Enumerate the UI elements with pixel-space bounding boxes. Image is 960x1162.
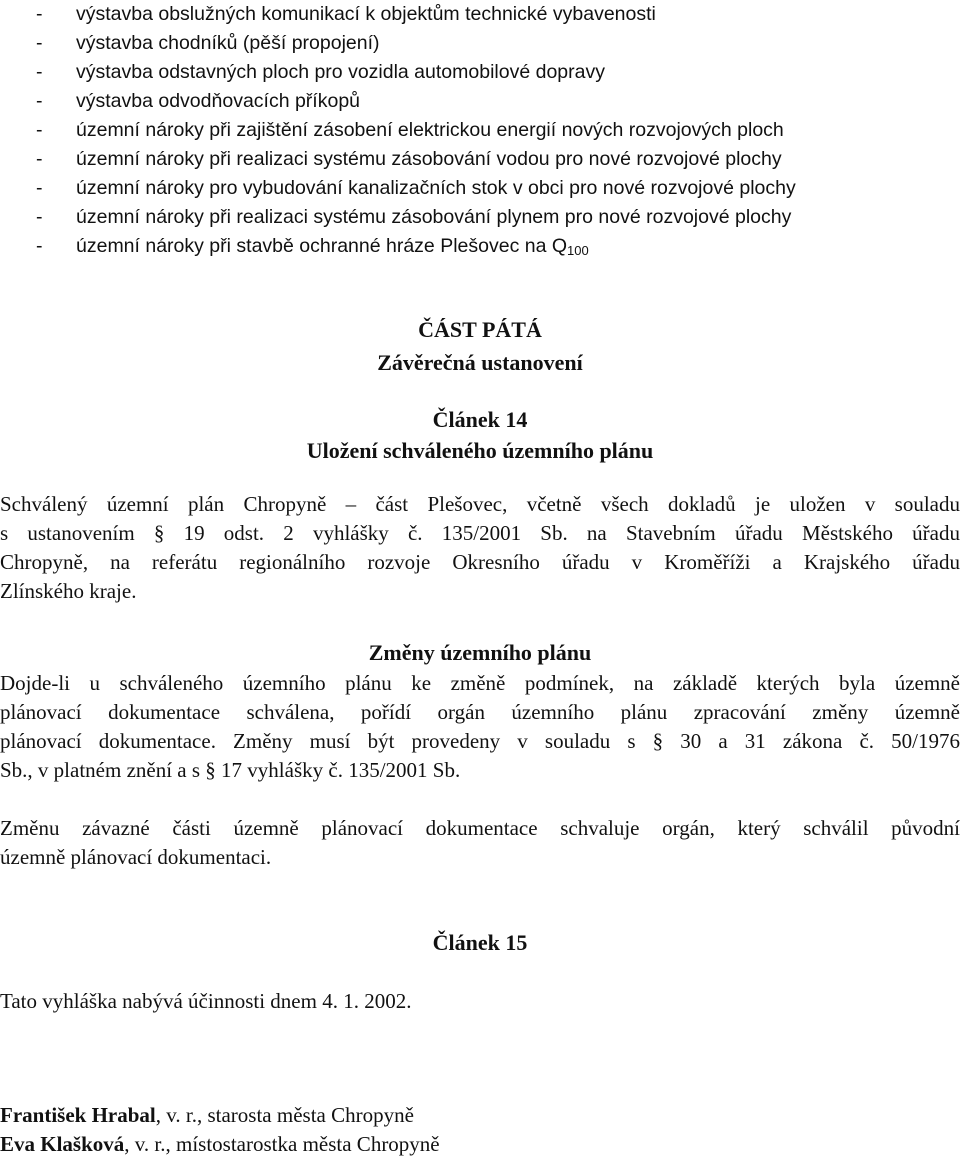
list-item xyxy=(5,29,955,58)
paragraph-line: Zlínského kraje. xyxy=(0,579,137,603)
list-item xyxy=(5,0,955,29)
list-item-text: územní nároky při realizaci systému zásobování plynem pro nové rozvojové plochy xyxy=(76,206,792,228)
signature-mayor xyxy=(0,1101,414,1130)
signatory-role: , v. r., místostarostka města Chropyně xyxy=(124,1132,440,1156)
infrastructure-list xyxy=(5,0,955,262)
paragraph-line: plánovací dokumentace schválena, pořídí orgán územního plánu zpracování změny územně xyxy=(0,700,960,724)
list-item xyxy=(5,203,955,232)
list-item xyxy=(5,58,955,87)
list-item xyxy=(5,145,955,174)
storage-paragraph xyxy=(0,490,960,606)
signatory-name: Eva Klašková xyxy=(0,1132,125,1156)
paragraph-line: územně plánovací dokumentaci. xyxy=(0,845,272,869)
list-dash: - xyxy=(36,148,43,170)
list-dash: - xyxy=(36,119,43,141)
changes-heading: Změny územního plánu xyxy=(368,640,592,665)
list-dash: - xyxy=(36,90,43,112)
paragraph-line: Dojde-li u schváleného územního plánu ke změně podmínek, na základě kterých byla územně xyxy=(0,671,960,695)
signature-deputy-mayor xyxy=(0,1130,440,1159)
paragraph-line: Chropyně, na referátu regionálního rozvoje Okresního úřadu v Kroměříži a Krajského úřadu xyxy=(0,550,960,574)
list-item-text: územní nároky při zajištění zásobení elektrickou energií nových rozvojových ploch xyxy=(76,119,784,141)
list-item-text: územní nároky při realizaci systému zásobování vodou pro nové rozvojové plochy xyxy=(76,148,782,170)
paragraph-line: Sb., v platném znění a s § 17 vyhlášky č. 135/2001 Sb. xyxy=(0,758,461,782)
part-heading: ČÁST PÁTÁ xyxy=(418,317,542,342)
article-15-heading: Článek 15 xyxy=(432,930,528,955)
article-14-subheading: Uložení schváleného územního plánu xyxy=(306,438,654,463)
part-subheading: Závěrečná ustanovení xyxy=(377,350,583,375)
list-item xyxy=(5,232,955,262)
list-dash: - xyxy=(36,235,43,257)
changes-paragraph xyxy=(0,669,960,785)
list-item-text: výstavba chodníků (pěší propojení) xyxy=(76,32,380,54)
article-14-heading: Článek 14 xyxy=(432,407,528,432)
list-item xyxy=(5,87,955,116)
paragraph-line: plánovací dokumentace. Změny musí být provedeny v souladu s § 30 a 31 zákona č. 50/1976 xyxy=(0,729,960,753)
signatory-role: , v. r., starosta města Chropyně xyxy=(155,1103,414,1127)
paragraph-line: s ustanovením § 19 odst. 2 vyhlášky č. 135/2001 Sb. na Stavebním úřadu Městského úřadu xyxy=(0,521,960,545)
effective-date-text: Tato vyhláška nabývá účinnosti dnem 4. 1. 2002. xyxy=(0,989,412,1013)
list-item-subscript: 100 xyxy=(567,243,589,258)
paragraph-line: Schválený územní plán Chropyně – část Plešovec, včetně všech dokladů je uložen v souladu xyxy=(0,492,960,516)
signatory-name: František Hrabal xyxy=(0,1103,156,1127)
list-dash: - xyxy=(36,61,43,83)
list-item-text: územní nároky pro vybudování kanalizačních stok v obci pro nové rozvojové plochy xyxy=(76,177,796,199)
list-item-text: výstavba odvodňovacích příkopů xyxy=(76,90,361,112)
list-dash: - xyxy=(36,177,43,199)
list-item xyxy=(5,174,955,203)
approval-paragraph xyxy=(0,814,960,872)
list-item-text: územní nároky při stavbě ochranné hráze Plešovec na Q xyxy=(76,235,568,257)
list-item xyxy=(5,116,955,145)
list-item-text: výstavba odstavných ploch pro vozidla automobilové dopravy xyxy=(76,61,605,83)
list-dash: - xyxy=(36,206,43,228)
list-dash: - xyxy=(36,3,43,25)
list-dash: - xyxy=(36,32,43,54)
list-item-text: výstavba obslužných komunikací k objektům technické vybavenosti xyxy=(76,3,656,25)
paragraph-line: Změnu závazné části územně plánovací dokumentace schvaluje orgán, který schválil původní xyxy=(0,816,960,840)
